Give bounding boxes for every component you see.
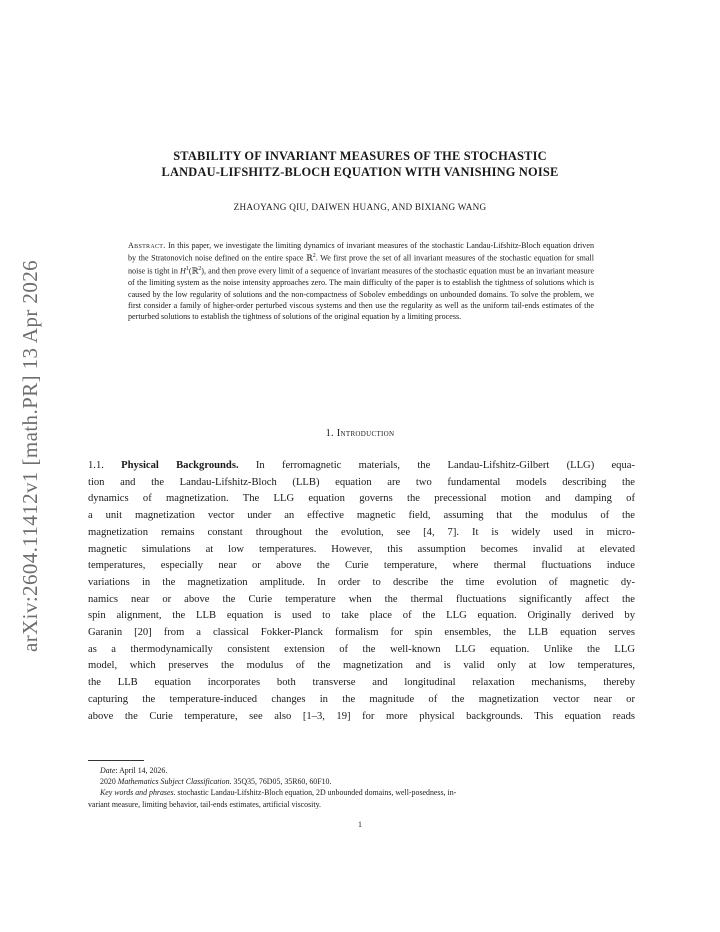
abstract-text-part-2: . We first prove the set of all invariant measures of the stochastic equation for small noise is tight in xyxy=(128,253,594,276)
footnote-keywords-continued: variant measure, limiting behavior, tail-ends estimates, artificial viscosity. xyxy=(88,799,321,809)
title-line-2: LANDAU-LIFSHITZ-BLOCH EQUATION WITH VANISHING NOISE xyxy=(161,165,559,179)
abstract-text-part-3: , and then prove every limit of a sequence of invariant measures of the stochastic equation must be an invariant measure of the limiting system as the noise intensity approaches zero. The main difficulty of the paper is to establish the tightness of solutions which is caused by the low regularity of solutions and the non-compactness of Sobolev embeddings on unbounded domains. To solve the problem, we first consider a family of higher-order perturbed viscous systems and then use the regularity as well as the uniform tail-ends estimates of the perturbed solutions to establish the tightness of solutions of the original equation by a limiting process. xyxy=(128,266,594,322)
date-label: Date xyxy=(100,766,116,775)
body-line-16: above the Curie temperature, see also [1–3, 19] for more physical backgrounds. This equation reads xyxy=(88,710,635,722)
keywords-value-1: stochastic Landau-Lifshitz-Bloch equation, 2D unbounded domains, well-posedness, in- xyxy=(175,788,457,798)
body-line-14: the LLB equation incorporates both transverse and longitudinal relaxation mechanisms, thereby xyxy=(88,677,635,689)
msc-value: 35Q35, 76D05, 35R60, 60F10. xyxy=(231,777,332,787)
subsection-title: Physical Backgrounds. xyxy=(121,460,239,471)
body-line-5: magnetization remains constant throughout the evolution, see [4, 7]. It is widely used in micro- xyxy=(88,526,635,538)
body-line-12: as a thermodynamically consistent extension of the well-known LLG equation. Unlike the LLG xyxy=(88,643,635,655)
body-line-9: namics near or above the Curie temperature when the thermal fluctuations significantly affect the xyxy=(88,593,635,605)
msc-year: 2020 xyxy=(100,777,118,787)
body-line-2: tion and the Landau-Lifshitz-Bloch (LLB) equation are two fundamental models describing the xyxy=(88,476,635,488)
body-line-text: In ferromagnetic materials, the Landau-Lifshitz-Gilbert (LLG) equa- xyxy=(255,460,635,471)
footnote-divider xyxy=(88,760,144,761)
msc-label: Mathematics Subject Classification. xyxy=(117,777,232,787)
body-line-13: model, which preserves the modulus of the magnetization and is valid only at low temperatures, xyxy=(88,660,635,672)
body-line-1 xyxy=(88,458,635,475)
page-number: 1 xyxy=(358,820,362,829)
date-value: : April 14, 2026. xyxy=(115,766,168,775)
footnote-keywords xyxy=(88,787,635,798)
abstract: Abstract. In this paper, we investigate the limiting dynamics of invariant measures of the stochastic Landau-Lifshitz-Bloch equation driven by the Stratonovich noise defined on the entire space ℝ$^2$. We first prove the set of all invariant measures of the stochastic equation for small noise is tight in $H^1(ℝ^2)$, and then prove every limit of a sequence of invariant measures of the stochastic equation must be an invariant measure of the limiting system as the noise intensity approaches zero. The main difficulty of the paper is to establish the tightness of solutions which is caused by the low regularity of solutions and the non-compactness of Sobolev embeddings on unbounded domains. To solve the problem, we first consider a family of higher-order perturbed viscous systems and then use the regularity as well as the uniform tail-ends estimates of the perturbed solutions to establish the tightness of solutions of the original equation by a limiting process. xyxy=(128,241,594,322)
abstract-text-part-1: In this paper, we investigate the limiting dynamics of invariant measures of the stochastic Landau-Lifshitz-Bloch equation driven by the Stratonovich noise defined on the entire space xyxy=(128,241,594,263)
body-line-7: temperatures, especially near or above the Curie temperature, where thermal fluctuations induce xyxy=(88,560,635,572)
footnotes xyxy=(88,765,635,810)
section-title: Introduction xyxy=(336,428,395,439)
section-heading xyxy=(100,428,620,439)
sobolev-symbol: H xyxy=(180,266,186,276)
arxiv-identifier-stamp: arXiv:2604.11412v1 [math.PR] 13 Apr 2026 xyxy=(18,259,42,653)
body-line-3: dynamics of magnetization. The LLG equation governs the precessional motion and damping of xyxy=(88,493,635,505)
footnote-date xyxy=(88,765,635,776)
space-symbol-2: ℝ xyxy=(191,266,199,276)
paper-title xyxy=(100,148,620,180)
body-line-11: Garanin [20] from a classical Fokker-Planck formalism for spin ensembles, the LLB equation serves xyxy=(88,627,635,639)
section-number: 1. xyxy=(325,428,334,439)
abstract-heading: Abstract. xyxy=(128,241,166,250)
footnote-msc xyxy=(88,776,635,787)
body-line-10: spin alignment, the LLB equation is used to take place of the LLG equation. Originally derived by xyxy=(88,610,635,622)
title-line-1: STABILITY OF INVARIANT MEASURES OF THE STOCHASTIC xyxy=(173,149,547,163)
body-line-8: variations in the magnetization amplitude. In order to describe the time evolution of magnetic dy- xyxy=(88,576,635,588)
body-line-6: magnetic simulations at low temperatures. However, this assumption becomes invalid at elevated xyxy=(88,543,635,555)
body-line-4: a unit magnetization vector under an effective magnetic field, assuming that the modulus of the xyxy=(88,510,635,522)
subsection-number: 1.1. xyxy=(88,460,104,471)
author-list: ZHAOYANG QIU, DAIWEN HUANG, AND BIXIANG WANG xyxy=(233,202,487,212)
keywords-label: Key words and phrases. xyxy=(100,788,176,798)
space-symbol: ℝ xyxy=(306,253,313,263)
body-line-15: capturing the temperature-induced changes in the magnitude of the magnetization vector near or xyxy=(88,693,635,705)
introduction-body xyxy=(88,458,635,725)
